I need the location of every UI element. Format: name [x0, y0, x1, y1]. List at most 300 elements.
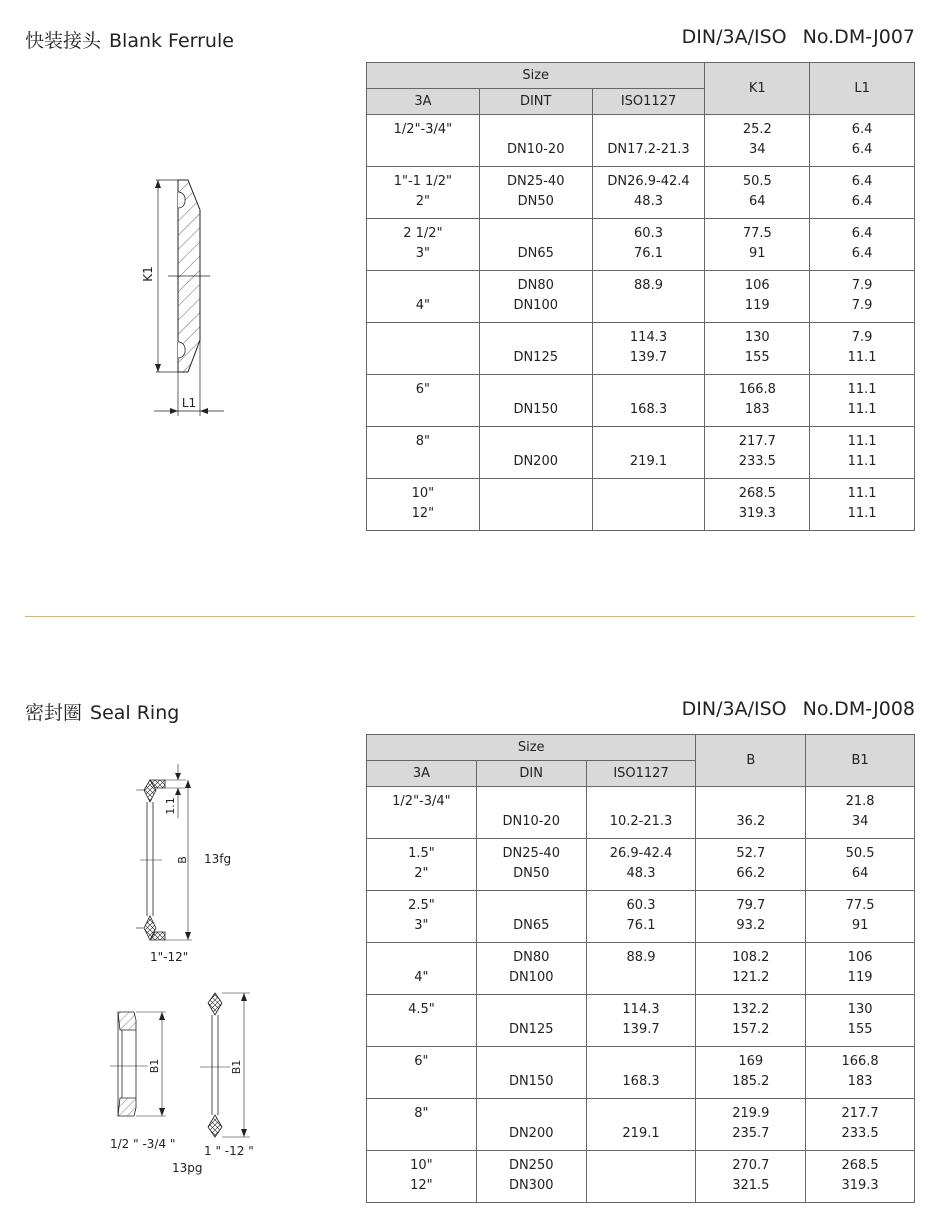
- section2-title: [25, 698, 179, 725]
- cell-value: 185.2: [732, 1074, 770, 1089]
- table-cell: [806, 839, 915, 891]
- table-cell: [696, 891, 806, 943]
- cell-value: 233.5: [841, 1126, 879, 1141]
- cell-value: 168.3: [622, 1074, 660, 1089]
- cell-value: 217.7: [841, 1106, 879, 1121]
- cell-value: 76.1: [626, 918, 656, 933]
- section2-standard: DIN/3A/ISO: [681, 698, 787, 720]
- cell-value: 1"-1 1/2": [393, 174, 453, 189]
- cell-value: 6": [414, 1054, 429, 1069]
- section1-title-cn: 快装接头: [25, 30, 102, 52]
- table-row: [367, 219, 915, 271]
- table-cell: [806, 995, 915, 1047]
- cell-value: 60.3: [626, 898, 656, 913]
- table-cell: [696, 1151, 806, 1203]
- table-cell: [367, 479, 480, 531]
- header-din: DIN: [476, 761, 586, 787]
- table-row: [367, 891, 915, 943]
- cell-value: DN200: [508, 1126, 554, 1141]
- cell-value: 168.3: [629, 402, 668, 417]
- cell-value: DN65: [513, 918, 550, 933]
- section2-code: [682, 698, 915, 720]
- table-cell: [586, 839, 696, 891]
- cell-value: 48.3: [626, 866, 656, 881]
- cell-value: [367, 140, 479, 160]
- cell-value: 6.4: [851, 226, 873, 241]
- table-cell: [592, 167, 705, 219]
- cell-value: 132.2: [732, 1002, 770, 1017]
- cell-value: [477, 1052, 586, 1072]
- cell-value: 268.5: [738, 486, 776, 501]
- cell-value: 50.5: [845, 846, 875, 861]
- header-dint: DINT: [479, 89, 592, 115]
- cell-value: [593, 296, 705, 316]
- table-cell: [705, 219, 810, 271]
- table-cell: [705, 271, 810, 323]
- table-cell: [592, 375, 705, 427]
- cell-value: 12": [411, 506, 435, 521]
- cell-value: 6.4: [851, 194, 873, 209]
- dim-b1-left-label: B1: [148, 1058, 161, 1074]
- cell-value: 3": [415, 246, 431, 261]
- cell-value: 3": [414, 918, 429, 933]
- cell-value: 36.2: [736, 814, 766, 829]
- cell-value: 6": [415, 382, 431, 397]
- table-cell: [586, 943, 696, 995]
- table-cell: [810, 427, 915, 479]
- table-row: [367, 1047, 915, 1099]
- cell-value: 12": [410, 1178, 433, 1193]
- cell-value: 93.2: [736, 918, 766, 933]
- cell-value: [593, 120, 705, 140]
- cell-value: [480, 504, 592, 524]
- cell-value: DN80: [513, 950, 550, 965]
- table-cell: [367, 891, 477, 943]
- cell-value: [593, 432, 705, 452]
- dim-l1-label: L1: [181, 396, 197, 410]
- cell-value: 91: [851, 918, 869, 933]
- cell-value: DN25-40: [502, 846, 560, 861]
- table-cell: [806, 1151, 915, 1203]
- table-cell: [696, 787, 806, 839]
- table-cell: [810, 271, 915, 323]
- cell-value: 88.9: [634, 278, 663, 293]
- cell-value: 270.7: [732, 1158, 770, 1173]
- cell-value: DN80: [517, 278, 554, 293]
- table-cell: [592, 271, 705, 323]
- cell-value: 8": [415, 434, 431, 449]
- table-cell: [705, 323, 810, 375]
- cell-value: [367, 328, 479, 348]
- table-cell: [367, 375, 480, 427]
- size-group-header: Size: [367, 63, 705, 89]
- section1-code: [682, 26, 915, 48]
- cell-value: 183: [847, 1074, 873, 1089]
- table-cell: [479, 115, 592, 167]
- cell-value: 268.5: [841, 1158, 879, 1173]
- table-cell: [479, 375, 592, 427]
- header-b: B: [696, 735, 806, 787]
- table-cell: [705, 427, 810, 479]
- cell-value: 79.7: [736, 898, 766, 913]
- table-cell: [476, 1151, 586, 1203]
- table-cell: [705, 479, 810, 531]
- cell-value: 233.5: [738, 454, 776, 469]
- cell-value: [480, 380, 592, 400]
- cell-value: DN50: [513, 866, 550, 881]
- cell-value: [587, 1156, 696, 1176]
- table-cell: [806, 787, 915, 839]
- cell-value: [477, 896, 586, 916]
- table-cell: [367, 1047, 477, 1099]
- cell-value: 114.3: [622, 1002, 660, 1017]
- header-l1: L1: [810, 63, 915, 115]
- table-cell: [476, 839, 586, 891]
- cell-value: 50.5: [742, 174, 772, 189]
- table-row: [367, 839, 915, 891]
- cell-value: 217.7: [738, 434, 776, 449]
- cell-value: 235.7: [732, 1126, 770, 1141]
- cell-value: 219.1: [629, 454, 668, 469]
- cell-value: 34: [851, 814, 869, 829]
- cell-value: 139.7: [629, 350, 668, 365]
- cell-value: [367, 948, 476, 968]
- table-cell: [586, 787, 696, 839]
- table-cell: [367, 995, 477, 1047]
- cell-value: 11.1: [847, 486, 877, 501]
- cell-value: 119: [744, 298, 770, 313]
- table-cell: [810, 323, 915, 375]
- caption-half-three-quarter: 1/2 " -3/4 ": [110, 1137, 176, 1150]
- header-3a: 3A: [367, 89, 480, 115]
- cell-value: 8": [414, 1106, 429, 1121]
- cell-value: 139.7: [622, 1022, 660, 1037]
- cell-value: 166.8: [738, 382, 776, 397]
- table-cell: [367, 115, 480, 167]
- table-cell: [367, 219, 480, 271]
- cell-value: 321.5: [732, 1178, 770, 1193]
- cell-value: 11.1: [847, 434, 877, 449]
- cell-value: DN300: [508, 1178, 554, 1193]
- table-cell: [806, 943, 915, 995]
- table-cell: [479, 219, 592, 271]
- cell-value: [696, 792, 805, 812]
- cell-value: 114.3: [629, 330, 668, 345]
- cell-value: [367, 276, 479, 296]
- cell-value: [480, 120, 592, 140]
- cell-value: 183: [744, 402, 770, 417]
- table-cell: [806, 1047, 915, 1099]
- cell-value: [367, 452, 479, 472]
- cell-value: [367, 1072, 476, 1092]
- cell-value: 91: [749, 246, 766, 261]
- dim-1-1-label: 1.1: [164, 797, 177, 815]
- cell-value: 4": [414, 970, 429, 985]
- cell-value: 48.3: [634, 194, 663, 209]
- header-b1: B1: [806, 735, 915, 787]
- cell-value: 219.1: [622, 1126, 660, 1141]
- table-row: [367, 479, 915, 531]
- cell-value: [367, 400, 479, 420]
- table-cell: [806, 1099, 915, 1151]
- cell-value: DN10-20: [502, 814, 560, 829]
- cell-value: DN150: [508, 1074, 554, 1089]
- section1-title-en: Blank Ferrule: [109, 30, 234, 52]
- table-cell: [479, 323, 592, 375]
- size-group-header: Size: [367, 735, 696, 761]
- caption-1-12-top: 1"-12": [150, 950, 189, 964]
- header-iso1127: ISO1127: [592, 89, 705, 115]
- blank-ferrule-table-body: [367, 115, 915, 531]
- table-cell: [592, 323, 705, 375]
- cell-value: [587, 1104, 696, 1124]
- cell-value: DN250: [508, 1158, 554, 1173]
- table-cell: [476, 787, 586, 839]
- cell-value: DN200: [513, 454, 558, 469]
- cell-value: 1/2"-3/4": [393, 122, 453, 137]
- header-k1: K1: [705, 63, 810, 115]
- cell-value: 4": [415, 298, 431, 313]
- note-13pg: 13pg: [172, 1161, 203, 1175]
- cell-value: 2.5": [408, 898, 435, 913]
- cell-value: [593, 504, 705, 524]
- table-cell: [586, 1099, 696, 1151]
- cell-value: 64: [749, 194, 766, 209]
- table-row: [367, 271, 915, 323]
- table-row: [367, 115, 915, 167]
- seal-ring-table-body: [367, 787, 915, 1203]
- cell-value: [587, 792, 696, 812]
- seal-ring-large-drawing: [190, 985, 270, 1155]
- table-row: [367, 1099, 915, 1151]
- cell-value: 7.9: [851, 330, 873, 345]
- cell-value: 10": [411, 486, 435, 501]
- table-cell: [586, 1047, 696, 1099]
- table-cell: [810, 167, 915, 219]
- table-cell: [586, 1151, 696, 1203]
- table-cell: [367, 271, 480, 323]
- table-cell: [476, 1047, 586, 1099]
- section1-title: [25, 26, 234, 53]
- table-cell: [810, 479, 915, 531]
- cell-value: DN26.9-42.4: [607, 174, 690, 189]
- table-cell: [367, 1151, 477, 1203]
- table-cell: [479, 271, 592, 323]
- section2-title-cn: 密封圈: [25, 702, 83, 724]
- cell-value: 130: [847, 1002, 873, 1017]
- table-row: [367, 375, 915, 427]
- cell-value: 76.1: [634, 246, 663, 261]
- table-cell: [367, 167, 480, 219]
- cell-value: DN10-20: [506, 142, 565, 157]
- cell-value: [480, 432, 592, 452]
- cell-value: 6.4: [851, 246, 873, 261]
- cell-value: DN150: [513, 402, 558, 417]
- cell-value: 88.9: [626, 950, 656, 965]
- cell-value: 11.1: [847, 350, 877, 365]
- cell-value: 2": [415, 194, 431, 209]
- cell-value: 26.9-42.4: [609, 846, 673, 861]
- table-cell: [696, 995, 806, 1047]
- cell-value: DN100: [508, 970, 554, 985]
- cell-value: [480, 328, 592, 348]
- section1-part-number: No.DM-J007: [802, 26, 915, 48]
- cell-value: [367, 1020, 476, 1040]
- caption-1-12-right: 1 " -12 ": [204, 1144, 254, 1155]
- table-cell: [810, 219, 915, 271]
- table-row: [367, 787, 915, 839]
- cell-value: DN65: [517, 246, 554, 261]
- table-cell: [586, 891, 696, 943]
- cell-value: 11.1: [847, 506, 877, 521]
- cell-value: DN125: [513, 350, 558, 365]
- cell-value: 60.3: [634, 226, 663, 241]
- table-cell: [367, 943, 477, 995]
- dim-b-label: B: [176, 856, 189, 864]
- cell-value: DN125: [508, 1022, 554, 1037]
- cell-value: 4.5": [408, 1002, 435, 1017]
- cell-value: 1.5": [408, 846, 435, 861]
- cell-value: DN17.2-21.3: [607, 142, 690, 157]
- cell-value: 166.8: [841, 1054, 879, 1069]
- seal-ring-small-drawing: [100, 990, 190, 1150]
- table-cell: [696, 943, 806, 995]
- cell-value: 106: [847, 950, 873, 965]
- cell-value: 77.5: [742, 226, 772, 241]
- blank-ferrule-drawing: [130, 170, 240, 420]
- table-cell: [592, 427, 705, 479]
- cell-value: [587, 1176, 696, 1196]
- cell-value: 21.8: [845, 794, 875, 809]
- table-cell: [367, 1099, 477, 1151]
- table-row: [367, 323, 915, 375]
- cell-value: 66.2: [736, 866, 766, 881]
- section1-standard: DIN/3A/ISO: [681, 26, 787, 48]
- table-cell: [705, 115, 810, 167]
- table-row: [367, 427, 915, 479]
- cell-value: 106: [744, 278, 770, 293]
- table-cell: [696, 839, 806, 891]
- cell-value: 52.7: [736, 846, 766, 861]
- seal-ring-13fg-drawing: [120, 760, 250, 970]
- table-cell: [479, 167, 592, 219]
- cell-value: 157.2: [732, 1022, 770, 1037]
- cell-value: 6.4: [851, 174, 873, 189]
- table-cell: [479, 427, 592, 479]
- cell-value: 155: [847, 1022, 873, 1037]
- cell-value: 121.2: [732, 970, 770, 985]
- cell-value: 6.4: [851, 142, 873, 157]
- cell-value: 11.1: [847, 454, 877, 469]
- cell-value: 10": [410, 1158, 433, 1173]
- table-cell: [696, 1099, 806, 1151]
- table-row: [367, 995, 915, 1047]
- table-cell: [367, 787, 477, 839]
- dim-k1-label: K1: [141, 266, 155, 282]
- cell-value: [367, 812, 476, 832]
- table-cell: [592, 479, 705, 531]
- cell-value: DN50: [517, 194, 554, 209]
- cell-value: 7.9: [851, 298, 873, 313]
- cell-value: 11.1: [847, 402, 877, 417]
- cell-value: 130: [744, 330, 770, 345]
- cell-value: 1/2"-3/4": [392, 794, 451, 809]
- cell-value: DN25-40: [506, 174, 565, 189]
- table-cell: [705, 167, 810, 219]
- cell-value: 155: [744, 350, 770, 365]
- header-3a: 3A: [367, 761, 477, 787]
- cell-value: DN100: [513, 298, 558, 313]
- note-13fg: 13fg: [204, 852, 232, 866]
- cell-value: 319.3: [841, 1178, 879, 1193]
- cell-value: 219.9: [732, 1106, 770, 1121]
- table-cell: [810, 375, 915, 427]
- table-cell: [810, 115, 915, 167]
- cell-value: [587, 968, 696, 988]
- blank-ferrule-table: [366, 62, 915, 531]
- table-cell: [592, 115, 705, 167]
- section-divider: [25, 616, 915, 617]
- table-cell: [367, 323, 480, 375]
- cell-value: 7.9: [851, 278, 873, 293]
- table-row: [367, 1151, 915, 1203]
- table-cell: [705, 375, 810, 427]
- table-cell: [592, 219, 705, 271]
- cell-value: [477, 792, 586, 812]
- seal-ring-table: [366, 734, 915, 1203]
- cell-value: [593, 380, 705, 400]
- table-cell: [476, 943, 586, 995]
- cell-value: [367, 1124, 476, 1144]
- cell-value: [477, 1104, 586, 1124]
- table-cell: [696, 1047, 806, 1099]
- dim-b1-right-label: B1: [230, 1059, 243, 1075]
- table-row: [367, 167, 915, 219]
- table-cell: [476, 1099, 586, 1151]
- cell-value: [477, 1000, 586, 1020]
- table-row: [367, 943, 915, 995]
- cell-value: 119: [847, 970, 873, 985]
- table-cell: [476, 995, 586, 1047]
- table-cell: [367, 839, 477, 891]
- cell-value: 34: [749, 142, 766, 157]
- cell-value: 2": [414, 866, 429, 881]
- header-iso1127: ISO1127: [586, 761, 696, 787]
- table-cell: [586, 995, 696, 1047]
- section2-title-en: Seal Ring: [90, 702, 180, 724]
- cell-value: 108.2: [732, 950, 770, 965]
- cell-value: 25.2: [742, 122, 772, 137]
- table-cell: [367, 427, 480, 479]
- cell-value: 319.3: [738, 506, 776, 521]
- cell-value: 6.4: [851, 122, 873, 137]
- cell-value: [480, 224, 592, 244]
- cell-value: [480, 484, 592, 504]
- cell-value: [587, 1052, 696, 1072]
- cell-value: 169: [738, 1054, 764, 1069]
- table-cell: [806, 891, 915, 943]
- section2-part-number: No.DM-J008: [802, 698, 915, 720]
- table-cell: [476, 891, 586, 943]
- cell-value: [593, 484, 705, 504]
- cell-value: 77.5: [845, 898, 875, 913]
- table-cell: [479, 479, 592, 531]
- cell-value: 2 1/2": [403, 226, 443, 241]
- cell-value: 64: [851, 866, 869, 881]
- cell-value: 11.1: [847, 382, 877, 397]
- cell-value: 10.2-21.3: [609, 814, 673, 829]
- cell-value: [367, 348, 479, 368]
